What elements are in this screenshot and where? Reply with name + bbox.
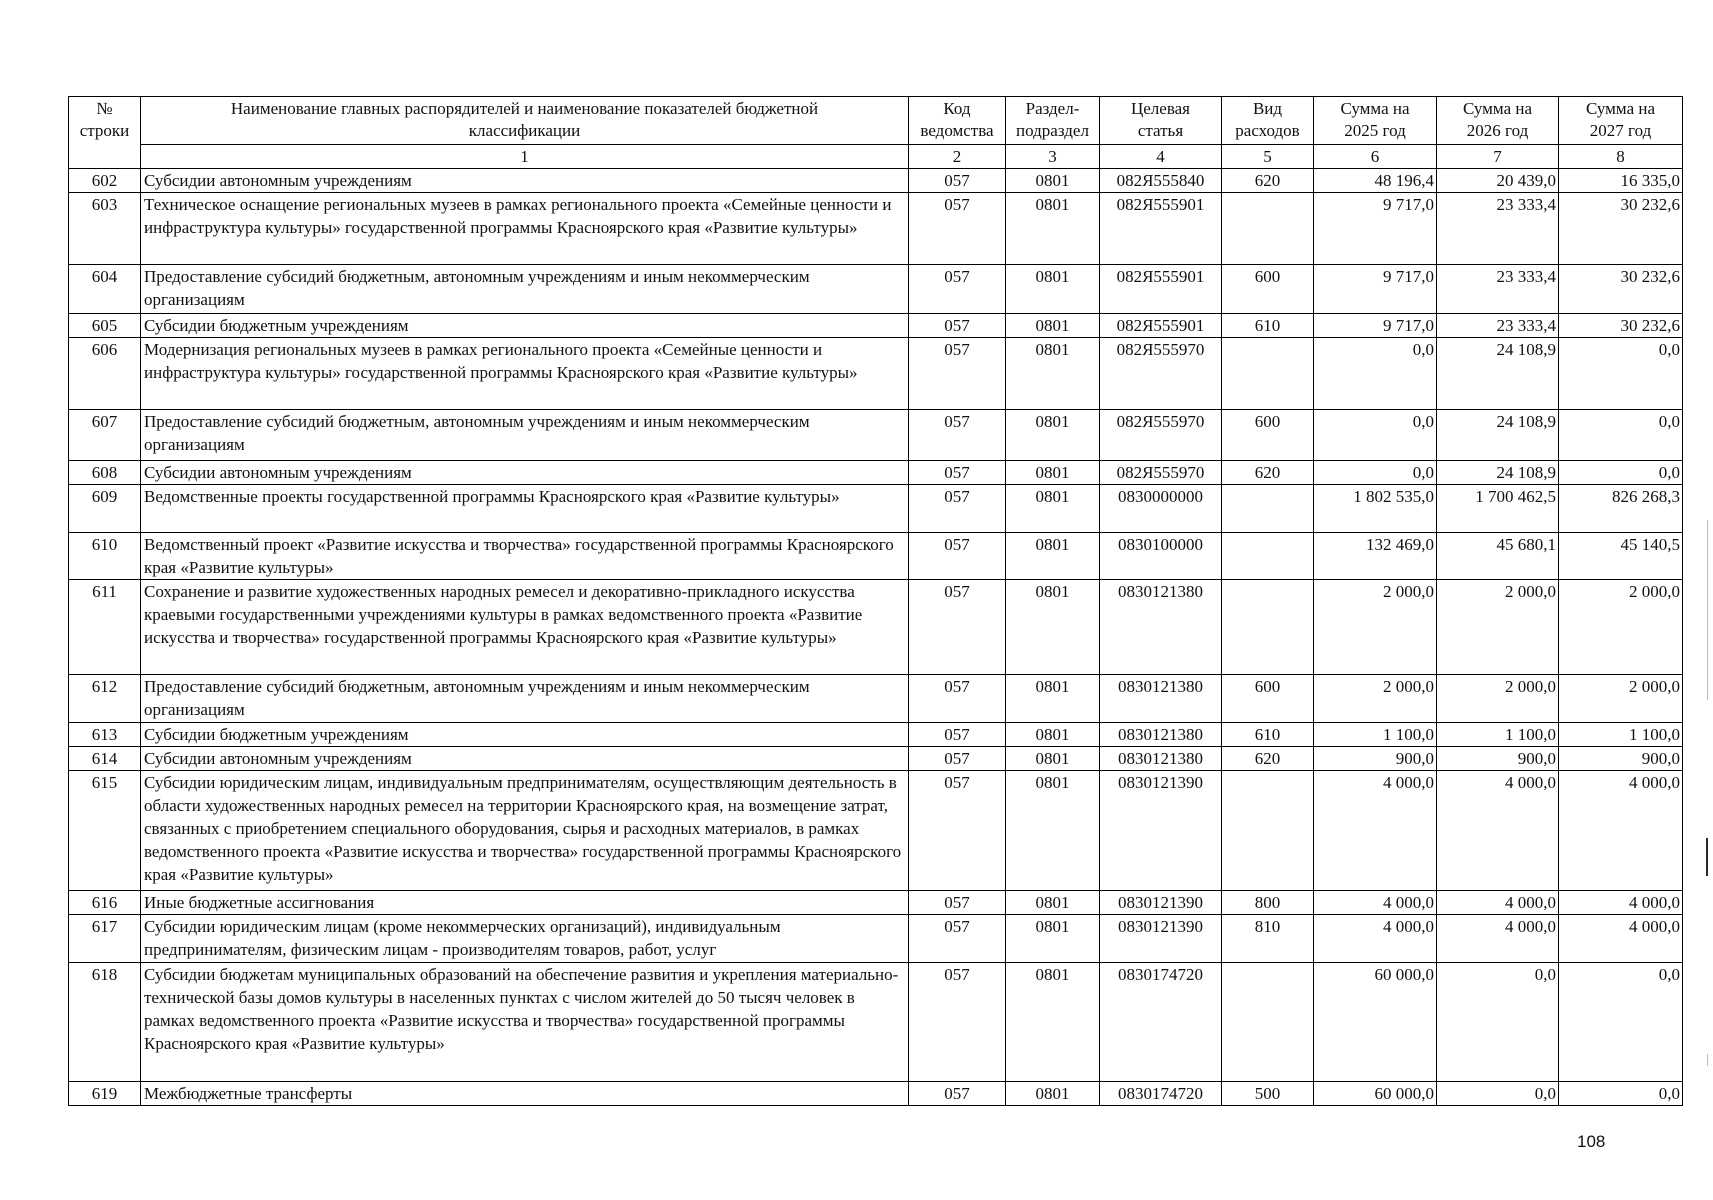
sum-2027-cell: 0,0 (1559, 461, 1683, 485)
row-name-cell: Техническое оснащение региональных музеев в рамках регионального проекта «Семейные ценности и инфраструктура культуры» государственной программы Красноярского края «Развитие культуры» (141, 193, 909, 265)
sum-2025-cell: 4 000,0 (1314, 771, 1437, 891)
row-name-cell: Предоставление субсидий бюджетным, автономным учреждениям и иным некоммерческим организациям (141, 265, 909, 314)
dept-code-cell: 057 (909, 915, 1006, 963)
sum-2026-cell: 24 108,9 (1437, 461, 1559, 485)
dept-code-cell: 057 (909, 1082, 1006, 1106)
row-number-cell: 605 (69, 314, 141, 338)
table-row (69, 533, 1683, 580)
row-number-cell: 619 (69, 1082, 141, 1106)
dept-code-cell: 057 (909, 461, 1006, 485)
header-sum-2027 (1559, 97, 1683, 145)
section-code-cell: 0801 (1006, 533, 1100, 580)
table-row (69, 723, 1683, 747)
sum-2027-cell: 0,0 (1559, 338, 1683, 410)
dept-code-cell: 057 (909, 891, 1006, 915)
row-name-cell: Субсидии юридическим лицам (кроме некоммерческих организаций), индивидуальным предпринимателям, физическим лицам - производителям товаров, работ, услуг (141, 915, 909, 963)
section-code-cell: 0801 (1006, 891, 1100, 915)
scan-edge-artifact (1706, 838, 1708, 876)
row-name-cell: Предоставление субсидий бюджетным, автономным учреждениям и иным некоммерческим организациям (141, 410, 909, 461)
column-number: 5 (1222, 145, 1314, 169)
header-label-line: классификации (468, 121, 581, 140)
header-label-line: № (96, 99, 113, 118)
sum-2026-cell: 4 000,0 (1437, 891, 1559, 915)
sum-2026-cell: 2 000,0 (1437, 675, 1559, 723)
table-row (69, 314, 1683, 338)
header-label-line: расходов (1235, 121, 1300, 140)
dept-code-cell: 057 (909, 265, 1006, 314)
section-code-cell: 0801 (1006, 723, 1100, 747)
sum-2027-cell: 900,0 (1559, 747, 1683, 771)
column-number: 3 (1006, 145, 1100, 169)
section-code-cell: 0801 (1006, 169, 1100, 193)
target-article-cell: 0830121380 (1100, 747, 1222, 771)
row-number-cell: 603 (69, 193, 141, 265)
header-label-line: Раздел- (1025, 99, 1080, 118)
target-article-cell: 082Я555970 (1100, 338, 1222, 410)
expense-type-cell: 600 (1222, 675, 1314, 723)
section-code-cell: 0801 (1006, 771, 1100, 891)
row-number-cell: 613 (69, 723, 141, 747)
dept-code-cell: 057 (909, 723, 1006, 747)
sum-2026-cell: 2 000,0 (1437, 580, 1559, 675)
target-article-cell: 0830174720 (1100, 963, 1222, 1082)
sum-2025-cell: 0,0 (1314, 461, 1437, 485)
target-article-cell: 0830121380 (1100, 580, 1222, 675)
table-row (69, 891, 1683, 915)
sum-2027-cell: 0,0 (1559, 1082, 1683, 1106)
sum-2025-cell: 132 469,0 (1314, 533, 1437, 580)
row-number-cell: 606 (69, 338, 141, 410)
row-number-cell: 611 (69, 580, 141, 675)
sum-2027-cell: 30 232,6 (1559, 314, 1683, 338)
sum-2027-cell: 0,0 (1559, 410, 1683, 461)
expense-type-cell: 800 (1222, 891, 1314, 915)
row-name-cell: Межбюджетные трансферты (141, 1082, 909, 1106)
table-row (69, 485, 1683, 533)
dept-code-cell: 057 (909, 193, 1006, 265)
section-code-cell: 0801 (1006, 1082, 1100, 1106)
target-article-cell: 082Я555840 (1100, 169, 1222, 193)
section-code-cell: 0801 (1006, 193, 1100, 265)
target-article-cell: 0830121390 (1100, 915, 1222, 963)
target-article-cell: 0830121380 (1100, 723, 1222, 747)
row-name-cell: Иные бюджетные ассигнования (141, 891, 909, 915)
budget-table (68, 96, 1683, 1106)
header-expense-type (1222, 97, 1314, 145)
expense-type-cell: 610 (1222, 314, 1314, 338)
expense-type-cell: 610 (1222, 723, 1314, 747)
row-number-cell: 618 (69, 963, 141, 1082)
section-code-cell: 0801 (1006, 485, 1100, 533)
section-code-cell: 0801 (1006, 265, 1100, 314)
row-number-cell: 616 (69, 891, 141, 915)
expense-type-cell (1222, 963, 1314, 1082)
column-number: 7 (1437, 145, 1559, 169)
row-name-cell: Субсидии автономным учреждениям (141, 169, 909, 193)
dept-code-cell: 057 (909, 338, 1006, 410)
dept-code-cell: 057 (909, 410, 1006, 461)
target-article-cell: 082Я555970 (1100, 461, 1222, 485)
column-number: 2 (909, 145, 1006, 169)
table-row (69, 580, 1683, 675)
page-number: 108 (1577, 1132, 1606, 1151)
column-number: 4 (1100, 145, 1222, 169)
header-label-line: строки (79, 121, 130, 140)
table-row (69, 338, 1683, 410)
row-number-cell: 617 (69, 915, 141, 963)
expense-type-cell: 620 (1222, 169, 1314, 193)
sum-2027-cell: 1 100,0 (1559, 723, 1683, 747)
row-number-cell: 612 (69, 675, 141, 723)
sum-2026-cell: 4 000,0 (1437, 771, 1559, 891)
header-name (141, 97, 909, 145)
table-row (69, 771, 1683, 891)
table-row (69, 461, 1683, 485)
sum-2027-cell: 0,0 (1559, 963, 1683, 1082)
header-label-line: подраздел (1016, 121, 1089, 140)
sum-2027-cell: 4 000,0 (1559, 915, 1683, 963)
sum-2026-cell: 24 108,9 (1437, 338, 1559, 410)
row-name-cell: Сохранение и развитие художественных народных ремесел и декоративно-прикладного искусства краевыми государственными учреждениями культуры в рамках ведомственного проекта «Развитие искусства и творчества» государственной программы Красноярского края «Развитие культуры» (141, 580, 909, 675)
row-name-cell: Ведомственные проекты государственной программы Красноярского края «Развитие культуры» (141, 485, 909, 533)
header-label-line: Вид (1252, 99, 1283, 118)
sum-2025-cell: 0,0 (1314, 338, 1437, 410)
sum-2025-cell: 2 000,0 (1314, 675, 1437, 723)
sum-2025-cell: 48 196,4 (1314, 169, 1437, 193)
header-dept-code (909, 97, 1006, 145)
expense-type-cell: 500 (1222, 1082, 1314, 1106)
row-name-cell: Субсидии бюджетам муниципальных образований на обеспечение развития и укрепления материально-технической базы домов культуры в населенных пунктах с числом жителей до 50 тысяч человек в рамках ведомственного проекта «Развитие искусства и творчества» государственной программы Красноярского края «Развитие культуры» (141, 963, 909, 1082)
row-name-cell: Субсидии автономным учреждениям (141, 461, 909, 485)
section-code-cell: 0801 (1006, 675, 1100, 723)
column-number: 1 (141, 145, 909, 169)
expense-type-cell (1222, 193, 1314, 265)
header-label-line: 2025 год (1344, 121, 1406, 140)
table-row (69, 265, 1683, 314)
sum-2026-cell: 23 333,4 (1437, 314, 1559, 338)
header-label-line: статья (1137, 121, 1184, 140)
row-name-cell: Субсидии бюджетным учреждениям (141, 314, 909, 338)
expense-type-cell: 620 (1222, 747, 1314, 771)
dept-code-cell: 057 (909, 169, 1006, 193)
section-code-cell: 0801 (1006, 747, 1100, 771)
table-row (69, 747, 1683, 771)
sum-2027-cell: 30 232,6 (1559, 193, 1683, 265)
dept-code-cell: 057 (909, 580, 1006, 675)
sum-2025-cell: 9 717,0 (1314, 193, 1437, 265)
section-code-cell: 0801 (1006, 461, 1100, 485)
sum-2025-cell: 2 000,0 (1314, 580, 1437, 675)
header-target-article (1100, 97, 1222, 145)
sum-2027-cell: 2 000,0 (1559, 580, 1683, 675)
sum-2026-cell: 900,0 (1437, 747, 1559, 771)
row-name-cell: Ведомственный проект «Развитие искусства и творчества» государственной программы Красноярского края «Развитие культуры» (141, 533, 909, 580)
dept-code-cell: 057 (909, 771, 1006, 891)
table-body (69, 169, 1683, 1106)
table-row (69, 410, 1683, 461)
header-label-line: 2026 год (1466, 121, 1529, 140)
row-number-cell: 607 (69, 410, 141, 461)
header-sum-2025 (1314, 97, 1437, 145)
sum-2027-cell: 16 335,0 (1559, 169, 1683, 193)
table-row (69, 915, 1683, 963)
sum-2025-cell: 1 100,0 (1314, 723, 1437, 747)
sum-2025-cell: 4 000,0 (1314, 915, 1437, 963)
table-row (69, 675, 1683, 723)
row-name-cell: Модернизация региональных музеев в рамках регионального проекта «Семейные ценности и инфраструктура культуры» государственной программы Красноярского края «Развитие культуры» (141, 338, 909, 410)
sum-2026-cell: 0,0 (1437, 963, 1559, 1082)
sum-2025-cell: 9 717,0 (1314, 314, 1437, 338)
target-article-cell: 0830121390 (1100, 891, 1222, 915)
expense-type-cell: 600 (1222, 265, 1314, 314)
sum-2027-cell: 2 000,0 (1559, 675, 1683, 723)
header-label-line: Сумма на (1585, 99, 1656, 118)
target-article-cell: 0830000000 (1100, 485, 1222, 533)
row-name-cell: Субсидии бюджетным учреждениям (141, 723, 909, 747)
sum-2026-cell: 24 108,9 (1437, 410, 1559, 461)
dept-code-cell: 057 (909, 485, 1006, 533)
section-code-cell: 0801 (1006, 410, 1100, 461)
header-label-line: 2027 год (1589, 121, 1652, 140)
table-row (69, 193, 1683, 265)
target-article-cell: 0830174720 (1100, 1082, 1222, 1106)
expense-type-cell (1222, 580, 1314, 675)
dept-code-cell: 057 (909, 533, 1006, 580)
expense-type-cell (1222, 771, 1314, 891)
sum-2026-cell: 45 680,1 (1437, 533, 1559, 580)
target-article-cell: 0830100000 (1100, 533, 1222, 580)
sum-2026-cell: 20 439,0 (1437, 169, 1559, 193)
expense-type-cell (1222, 338, 1314, 410)
column-number: 6 (1314, 145, 1437, 169)
sum-2026-cell: 1 700 462,5 (1437, 485, 1559, 533)
row-name-cell: Субсидии юридическим лицам, индивидуальным предпринимателям, осуществляющим деятельность в области художественных народных ремесел на территории Красноярского края, на возмещение затрат, связанных с приобретением специального оборудования, сырья и расходных материалов, в рамках ведомственного проекта «Развитие искусства и творчества» государственной программы Красноярского края «Развитие культуры» (141, 771, 909, 891)
expense-type-cell: 620 (1222, 461, 1314, 485)
sum-2027-cell: 4 000,0 (1559, 891, 1683, 915)
sum-2026-cell: 1 100,0 (1437, 723, 1559, 747)
sum-2026-cell: 23 333,4 (1437, 265, 1559, 314)
header-sum-2026 (1437, 97, 1559, 145)
sum-2027-cell: 4 000,0 (1559, 771, 1683, 891)
header-label-line: Код (943, 99, 971, 118)
sum-2027-cell: 826 268,3 (1559, 485, 1683, 533)
sum-2026-cell: 4 000,0 (1437, 915, 1559, 963)
section-code-cell: 0801 (1006, 915, 1100, 963)
sum-2027-cell: 45 140,5 (1559, 533, 1683, 580)
sum-2027-cell: 30 232,6 (1559, 265, 1683, 314)
sum-2025-cell: 4 000,0 (1314, 891, 1437, 915)
table-row (69, 963, 1683, 1082)
header-row-number (69, 97, 141, 169)
sum-2025-cell: 1 802 535,0 (1314, 485, 1437, 533)
section-code-cell: 0801 (1006, 963, 1100, 1082)
sum-2025-cell: 900,0 (1314, 747, 1437, 771)
section-code-cell: 0801 (1006, 580, 1100, 675)
header-label-line: Целевая (1130, 99, 1191, 118)
row-number-cell: 608 (69, 461, 141, 485)
section-code-cell: 0801 (1006, 338, 1100, 410)
section-code-cell: 0801 (1006, 314, 1100, 338)
scan-edge-artifact (1707, 520, 1708, 700)
header-label-line: Сумма на (1462, 99, 1533, 118)
row-number-cell: 602 (69, 169, 141, 193)
row-number-cell: 609 (69, 485, 141, 533)
sum-2025-cell: 60 000,0 (1314, 963, 1437, 1082)
row-name-cell: Предоставление субсидий бюджетным, автономным учреждениям и иным некоммерческим организациям (141, 675, 909, 723)
header-label-line: ведомства (920, 121, 994, 140)
header-label-line: Сумма на (1340, 99, 1410, 118)
sum-2025-cell: 9 717,0 (1314, 265, 1437, 314)
dept-code-cell: 057 (909, 747, 1006, 771)
table-row (69, 169, 1683, 193)
expense-type-cell (1222, 533, 1314, 580)
dept-code-cell: 057 (909, 675, 1006, 723)
row-number-cell: 604 (69, 265, 141, 314)
target-article-cell: 0830121380 (1100, 675, 1222, 723)
row-name-cell: Субсидии автономным учреждениям (141, 747, 909, 771)
target-article-cell: 082Я555901 (1100, 314, 1222, 338)
target-article-cell: 082Я555901 (1100, 265, 1222, 314)
table-row (69, 1082, 1683, 1106)
header-row (69, 97, 1683, 145)
row-number-cell: 610 (69, 533, 141, 580)
header-label-line: Наименование главных распорядителей и наименование показателей бюджетной (230, 99, 819, 118)
dept-code-cell: 057 (909, 314, 1006, 338)
expense-type-cell: 810 (1222, 915, 1314, 963)
row-number-cell: 614 (69, 747, 141, 771)
expense-type-cell (1222, 485, 1314, 533)
expense-type-cell: 600 (1222, 410, 1314, 461)
sum-2026-cell: 0,0 (1437, 1082, 1559, 1106)
sum-2025-cell: 0,0 (1314, 410, 1437, 461)
target-article-cell: 082Я555901 (1100, 193, 1222, 265)
row-number-cell: 615 (69, 771, 141, 891)
target-article-cell: 0830121390 (1100, 771, 1222, 891)
sum-2025-cell: 60 000,0 (1314, 1082, 1437, 1106)
column-number: 8 (1559, 145, 1683, 169)
column-number-row (69, 145, 1683, 169)
header-section-code (1006, 97, 1100, 145)
scan-edge-artifact (1707, 1054, 1708, 1066)
target-article-cell: 082Я555970 (1100, 410, 1222, 461)
sum-2026-cell: 23 333,4 (1437, 193, 1559, 265)
dept-code-cell: 057 (909, 963, 1006, 1082)
